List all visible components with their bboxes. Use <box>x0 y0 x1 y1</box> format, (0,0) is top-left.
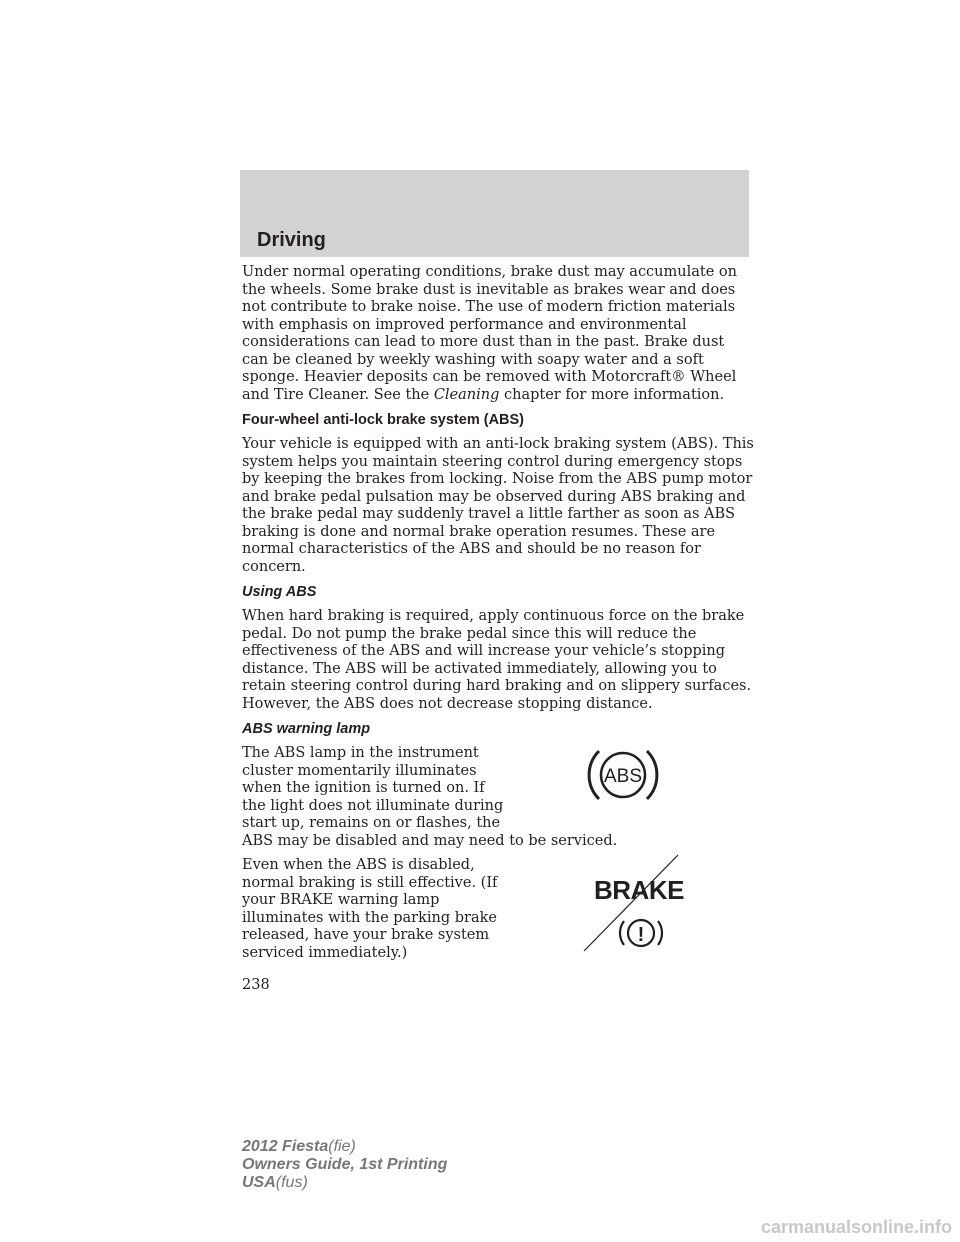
cleaning-chapter-reference: Cleaning <box>433 386 500 403</box>
heading-abs-warning-lamp: ABS warning lamp <box>242 721 371 737</box>
footer-model: 2012 Fiesta <box>242 1138 329 1155</box>
footer-market: USA <box>242 1174 276 1191</box>
paragraph-brake-dust-end: chapter for more information. <box>499 386 725 403</box>
site-watermark: carmanualsonline.info <box>760 1217 952 1237</box>
footer-model-code: (fie) <box>328 1138 356 1155</box>
brake-lamp-block <box>242 857 754 962</box>
paragraph-brake-dust-text: Under normal operating conditions, brake dust may accumulate on the wheels. Some brake dust is inevitable as brakes wear and does not contribute to brake noise. The use of modern friction materials with emphasis on improved performance and environmental considerations can lead to more dust than in the past. Brake dust can be cleaned by weekly washing with soapy water and a soft sponge. Heavier deposits can be removed with Motorcraft® Wheel and Tire Cleaner. See the <box>242 264 737 403</box>
paragraph-brake-dust <box>242 264 754 404</box>
abs-icon-label: ABS <box>603 766 643 787</box>
print-footer <box>242 1138 447 1192</box>
brake-warning-icon <box>576 853 684 957</box>
paragraph-using-abs: When hard braking is required, apply continuous force on the brake pedal. Do not pump the brake pedal since this will reduce the effectiveness of the ABS and will increase your vehicle’s stopping distance. The ABS will be activated immediately, allowing you to retain steering control during hard braking and on slippery surfaces. However, the ABS does not decrease stopping distance. <box>242 608 752 712</box>
page-number: 238 <box>242 977 270 993</box>
heading-using-abs: Using ABS <box>242 584 317 600</box>
section-title: Driving <box>257 229 326 251</box>
page-content <box>242 264 754 969</box>
section-header-band <box>240 170 749 257</box>
abs-lamp-block <box>242 745 754 850</box>
abs-warning-icon <box>587 741 659 809</box>
footer-line-model <box>242 1138 447 1156</box>
exclamation-icon: ! <box>637 924 645 946</box>
footer-line-market <box>242 1174 447 1192</box>
paragraph-abs-lamp: The ABS lamp in the instrument cluster momentarily illuminates when the ignition is turned on. If the light does not illuminate during start up, remains on or flashes, the <box>242 745 504 831</box>
paragraph-brake-lamp: Even when the ABS is disabled, normal braking is still effective. (If your BRAKE warning lamp illuminates with the parking brake released, have your brake system serviced immediately.) <box>242 857 498 961</box>
footer-line-printing: Owners Guide, 1st Printing <box>242 1156 448 1173</box>
footer-market-code: (fus) <box>275 1174 308 1191</box>
brake-icon-label: BRAKE <box>594 875 684 905</box>
paragraph-abs-description: Your vehicle is equipped with an anti-lock braking system (ABS). This system helps you maintain steering control during emergency stops by keeping the brakes from locking. Noise from the ABS pump motor and brake pedal pulsation may be observed during ABS braking and the brake pedal may suddenly travel a little farther as soon as ABS braking is done and normal brake operation resumes. These are normal characteristics of the ABS and should be no reason for concern. <box>242 436 754 575</box>
paragraph-abs-lamp-end: ABS may be disabled and may need to be serviced. <box>242 832 618 849</box>
heading-abs: Four-wheel anti-lock brake system (ABS) <box>242 412 525 428</box>
